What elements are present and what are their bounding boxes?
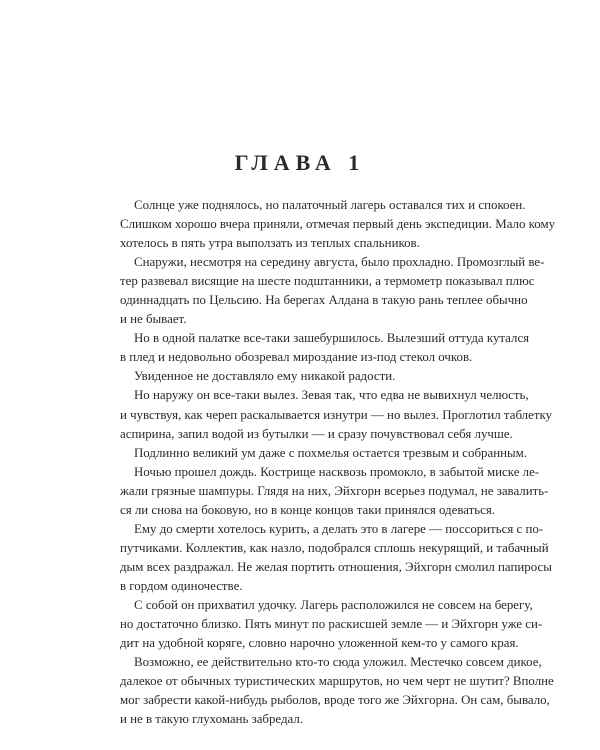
text-line: хотелось в пять утра выползать из теплых спальников.: [120, 236, 420, 251]
paragraph: [120, 596, 543, 653]
text-line: Снаружи, несмотря на середину августа, было прохладно. Промозглый ве-: [134, 255, 545, 270]
text-line: ся ли снова на боковую, но в конце концов таки принялся одеваться.: [120, 502, 496, 517]
paragraph: [120, 463, 549, 520]
text-line: С собой он прихватил удочку. Лагерь расположился не совсем на берегу,: [134, 597, 533, 612]
chapter-text: [120, 196, 556, 729]
text-line: Увиденное не доставляло ему никакой радости.: [134, 369, 396, 384]
text-line: далекое от обычных туристических маршрутов, но чем черт не шутит? Вполне: [120, 674, 554, 689]
paragraph: [120, 253, 545, 329]
text-line: и чувствуя, как череп раскалывается изнутри — но вылез. Проглотил таблетку: [120, 407, 552, 422]
text-line: Ему до смерти хотелось курить, а делать это в лагере — поссориться с по-: [134, 521, 544, 536]
text-line: Слишком хорошо вчера приняли, отмечая первый день экспедиции. Мало кому: [120, 217, 556, 232]
text-line: и не бывает.: [120, 312, 187, 327]
paragraph: [120, 386, 552, 443]
text-line: Солнце уже поднялось, но палаточный лагерь оставался тих и спокоен.: [134, 198, 526, 212]
text-line: в плед и недовольно обозревал мироздание из-под стекол очков.: [120, 350, 473, 365]
text-line: путчиками. Коллектив, как назло, подобрался сплошь некурящий, и табачный: [120, 540, 549, 555]
paragraph: [120, 367, 478, 386]
chapter-title: ГЛАВА 1: [234, 150, 366, 175]
paragraph: [120, 196, 556, 253]
text-line: жали грязные шампуры. Глядя на них, Эйхгорн всерьез подумал, не завалить-: [120, 483, 549, 498]
text-line: аспирина, запил водой из бутылки — и сразу почувствовал себя лучше.: [120, 426, 513, 441]
text-line: но достаточно близко. Пять минут по раскисшей земле — и Эйхгорн уже си-: [120, 617, 543, 632]
text-line: Подлинно великий ум даже с похмелья остается трезвым и собранным.: [134, 445, 528, 460]
text-line: Возможно, ее действительно кто-то сюда уложил. Местечко совсем дикое,: [134, 655, 542, 670]
text-line: дым всех раздражал. Не желая портить отношения, Эйхгорн смолил папиросы: [120, 559, 552, 574]
text-line: Ночью прошел дождь. Кострище насквозь промокло, в забытой миске ле-: [134, 464, 540, 479]
text-line: в гордом одиночестве.: [120, 578, 243, 593]
text-line: мог забрести какой-нибудь рыболов, вроде того же Эйхгорна. Он сам, бывало,: [120, 693, 550, 708]
paragraph: [120, 444, 528, 463]
paragraph: [120, 653, 554, 729]
text-line: тер развевал висящие на шесте подштанники, а термометр показывал плюс: [120, 274, 535, 289]
text-line: Но наружу он все-таки вылез. Зевая так, что едва не вывихнул челюсть,: [134, 388, 529, 403]
text-line: одиннадцать по Цельсию. На берегах Алдана в такую рань теплее обычно: [120, 293, 528, 308]
text-line: и не в такую глухомань забредал.: [120, 712, 304, 727]
text-line: Но в одной палатке все-таки зашебуршилось. Вылезший оттуда кутался: [134, 331, 530, 346]
paragraph: [120, 520, 552, 596]
paragraph: [120, 329, 530, 367]
text-line: дит на удобной коряге, словно нарочно уложенной кем-то у самого края.: [120, 636, 519, 651]
